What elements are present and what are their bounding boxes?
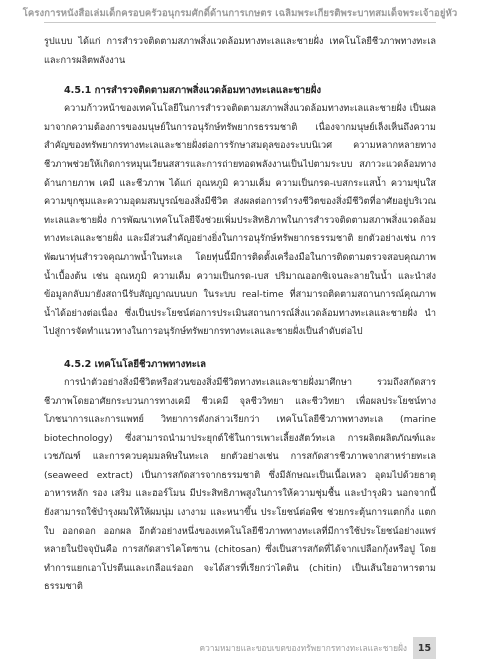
footer-book-title: ความหมายและขอบเขตของทรัพยากรทางทะเลและชายฝั่ง — [199, 643, 407, 653]
section-heading-4-5-2: 4.5.2 เทคโนโลยีชีวภาพทางทะเล — [64, 358, 207, 370]
section-paragraph-4-5-1: ความก้าวหน้าของเทคโนโลยีในการสำรวจติดตามสภาพสิ่งแวดล้อมทางทะเลและชายฝั่ง เป็นผลมาจากความต้องการของมนุษย์ในการอนุรักษ์ทรัพยากรธรรมชาติ เนื่องจากมนุษย์เล็งเห็นถึงความสำคัญของทรัพยากรทางทะเลและชายฝั่งต่อการรักษาสมดุลของระบบนิเวศ ความหลากหลายทางชีวภาพช่วยให้เกิดการหมุนเวียนสสารและการถ่ายทอดพลังงานเป็นไปตามระบบ สภาวะแวดล้อมทางด้านกายภาพ เคมี และชีวภาพ ได้แก่ อุณหภูมิ ความเค็ม ความเป็นกรด-เบสกระแสน้ำ ความขุ่นใส ความขุกชุมและความอุดมสมบูรณ์ของสิ่งมีชีวิต ส่งผลต่อการดำรงชีวิตของสิ่งมีชีวิตที่อาศัยอยู่บริเวณทะเลและชายฝั่ง การพัฒนาเทคโนโลยีจึงช่วยเพิ่มประสิทธิภาพในการสำรวจติดตามสภาพสิ่งแวดล้อมทางทะเลและชายฝั่ง และมีส่วนสำคัญอย่างยิ่งในการอนุรักษ์ทรัพยากรธรรมชาติ ยกตัวอย่างเช่น การพัฒนาทุ่นสำรวจคุณภาพน้ำในทะเล โดยทุ่นนี้มีการติดตั้งเครื่องมือในการติดตามตรวจสอบคุณภาพน้ำเบื้องต้น เช่น อุณหภูมิ ความเค็ม ความเป็นกรด-เบส ปริมาณออกซิเจนละลายในน้ำ และนำส่งข้อมูลกลับมายังสถานีรับสัญญาณบนบก ในระบบ real-time ที่สามารถติดตามสถานการณ์คุณภาพน้ำได้อย่างต่อเนื่อง ซึ่งเป็นประโยชน์ต่อการประเมินสถานการณ์สิ่งแวดล้อมทางทะเลและชายฝั่ง นำไปสู่การจัดทำแนวทางในการอนุรักษ์ทรัพยากรทางทะเลและชายฝั่งเป็นลำดับต่อไป — [44, 103, 436, 338]
header-rule — [44, 22, 436, 23]
section-paragraph-4-5-2: การนำตัวอย่างสิ่งมีชีวิตหรือส่วนของสิ่งมีชีวิตทางทะเลและชายฝั่งมาศึกษา รวมถึงสกัดสารชีวภาพโดยอาศัยกระบวนการทางเคมี ชีวเคมี จุลชีววิทยา และชีววิทยา เพื่อผลประโยชน์ทางโภชนาการและการแพทย์ วิทยาการดังกล่าวเรียกว่า เทคโนโลยีชีวภาพทางทะเล (marine biotechnology) ซึ่งสามารถนำมาประยุกต์ใช้ในการเพาะเลี้ยงสัตว์ทะเล การผลิตผลิตภัณฑ์และเวชภัณฑ์ และการควบคุมมลพิษในทะเล ยกตัวอย่างเช่น การสกัดสารชีวภาพจากสาหร่ายทะเล (seaweed extract) เป็นการสกัดสารจากธรรมชาติ ซึ่งมีลักษณะเป็นเนื้อเหลว อุดมไปด้วยธาตุอาหารหลัก รอง เสริม และฮอร์โมน มีประสิทธิภาพสูงในการให้ความชุ่มชื้น และบำรุงผิว นอกจากนี้ยังสามารถใช้บำรุงผมให้ให้ผมนุ่ม เงางาม และหนาขึ้น ประโยชน์ต่อพืช ช่วยกระตุ้นการแตกกิ่ง แตกใบ ออกดอก ออกผล อีกตัวอย่างหนึ่งของเทคโนโลยีชีวภาพทางทะเลที่มีการใช้ประโยชน์อย่างแพร่หลายในปัจจุบันคือ การสกัดสารไคโตซาน (chitosan) ซึ่งเป็นสารสกัดที่ได้จากเปลือกกุ้งหรือปู โดยทำการแยกเอาโปรตีนและเกลือแร่ออก จะได้สารที่เรียกว่าไคติน (chitin) เป็นเส้นใยอาหารตามธรรมชาติ — [44, 376, 436, 593]
page-number: 15 — [413, 637, 436, 659]
page-content — [44, 33, 436, 597]
running-header: โครงการหนังสือเล่มเด็กครอบครัวอนุกรมศักดิ์ด้านการเกษตร เฉลิมพระเกียรติพระบาทสมเด็จพระเจ้าอยู่หัว — [22, 8, 458, 19]
section-heading-4-5-1: 4.5.1 การสำรวจติดตามสภาพสิ่งแวดล้อมทางทะเลและชายฝั่ง — [64, 85, 322, 97]
page-footer — [199, 637, 436, 659]
spacer — [44, 70, 436, 82]
intro-paragraph: รูปแบบ ได้แก่ การสำรวจติดตามสภาพสิ่งแวดล้อมทางทะเลและชายฝั่ง เทคโนโลยีชีวภาพทางทะเล และการผลิตพลังงาน — [44, 36, 436, 66]
spacer — [44, 342, 436, 356]
